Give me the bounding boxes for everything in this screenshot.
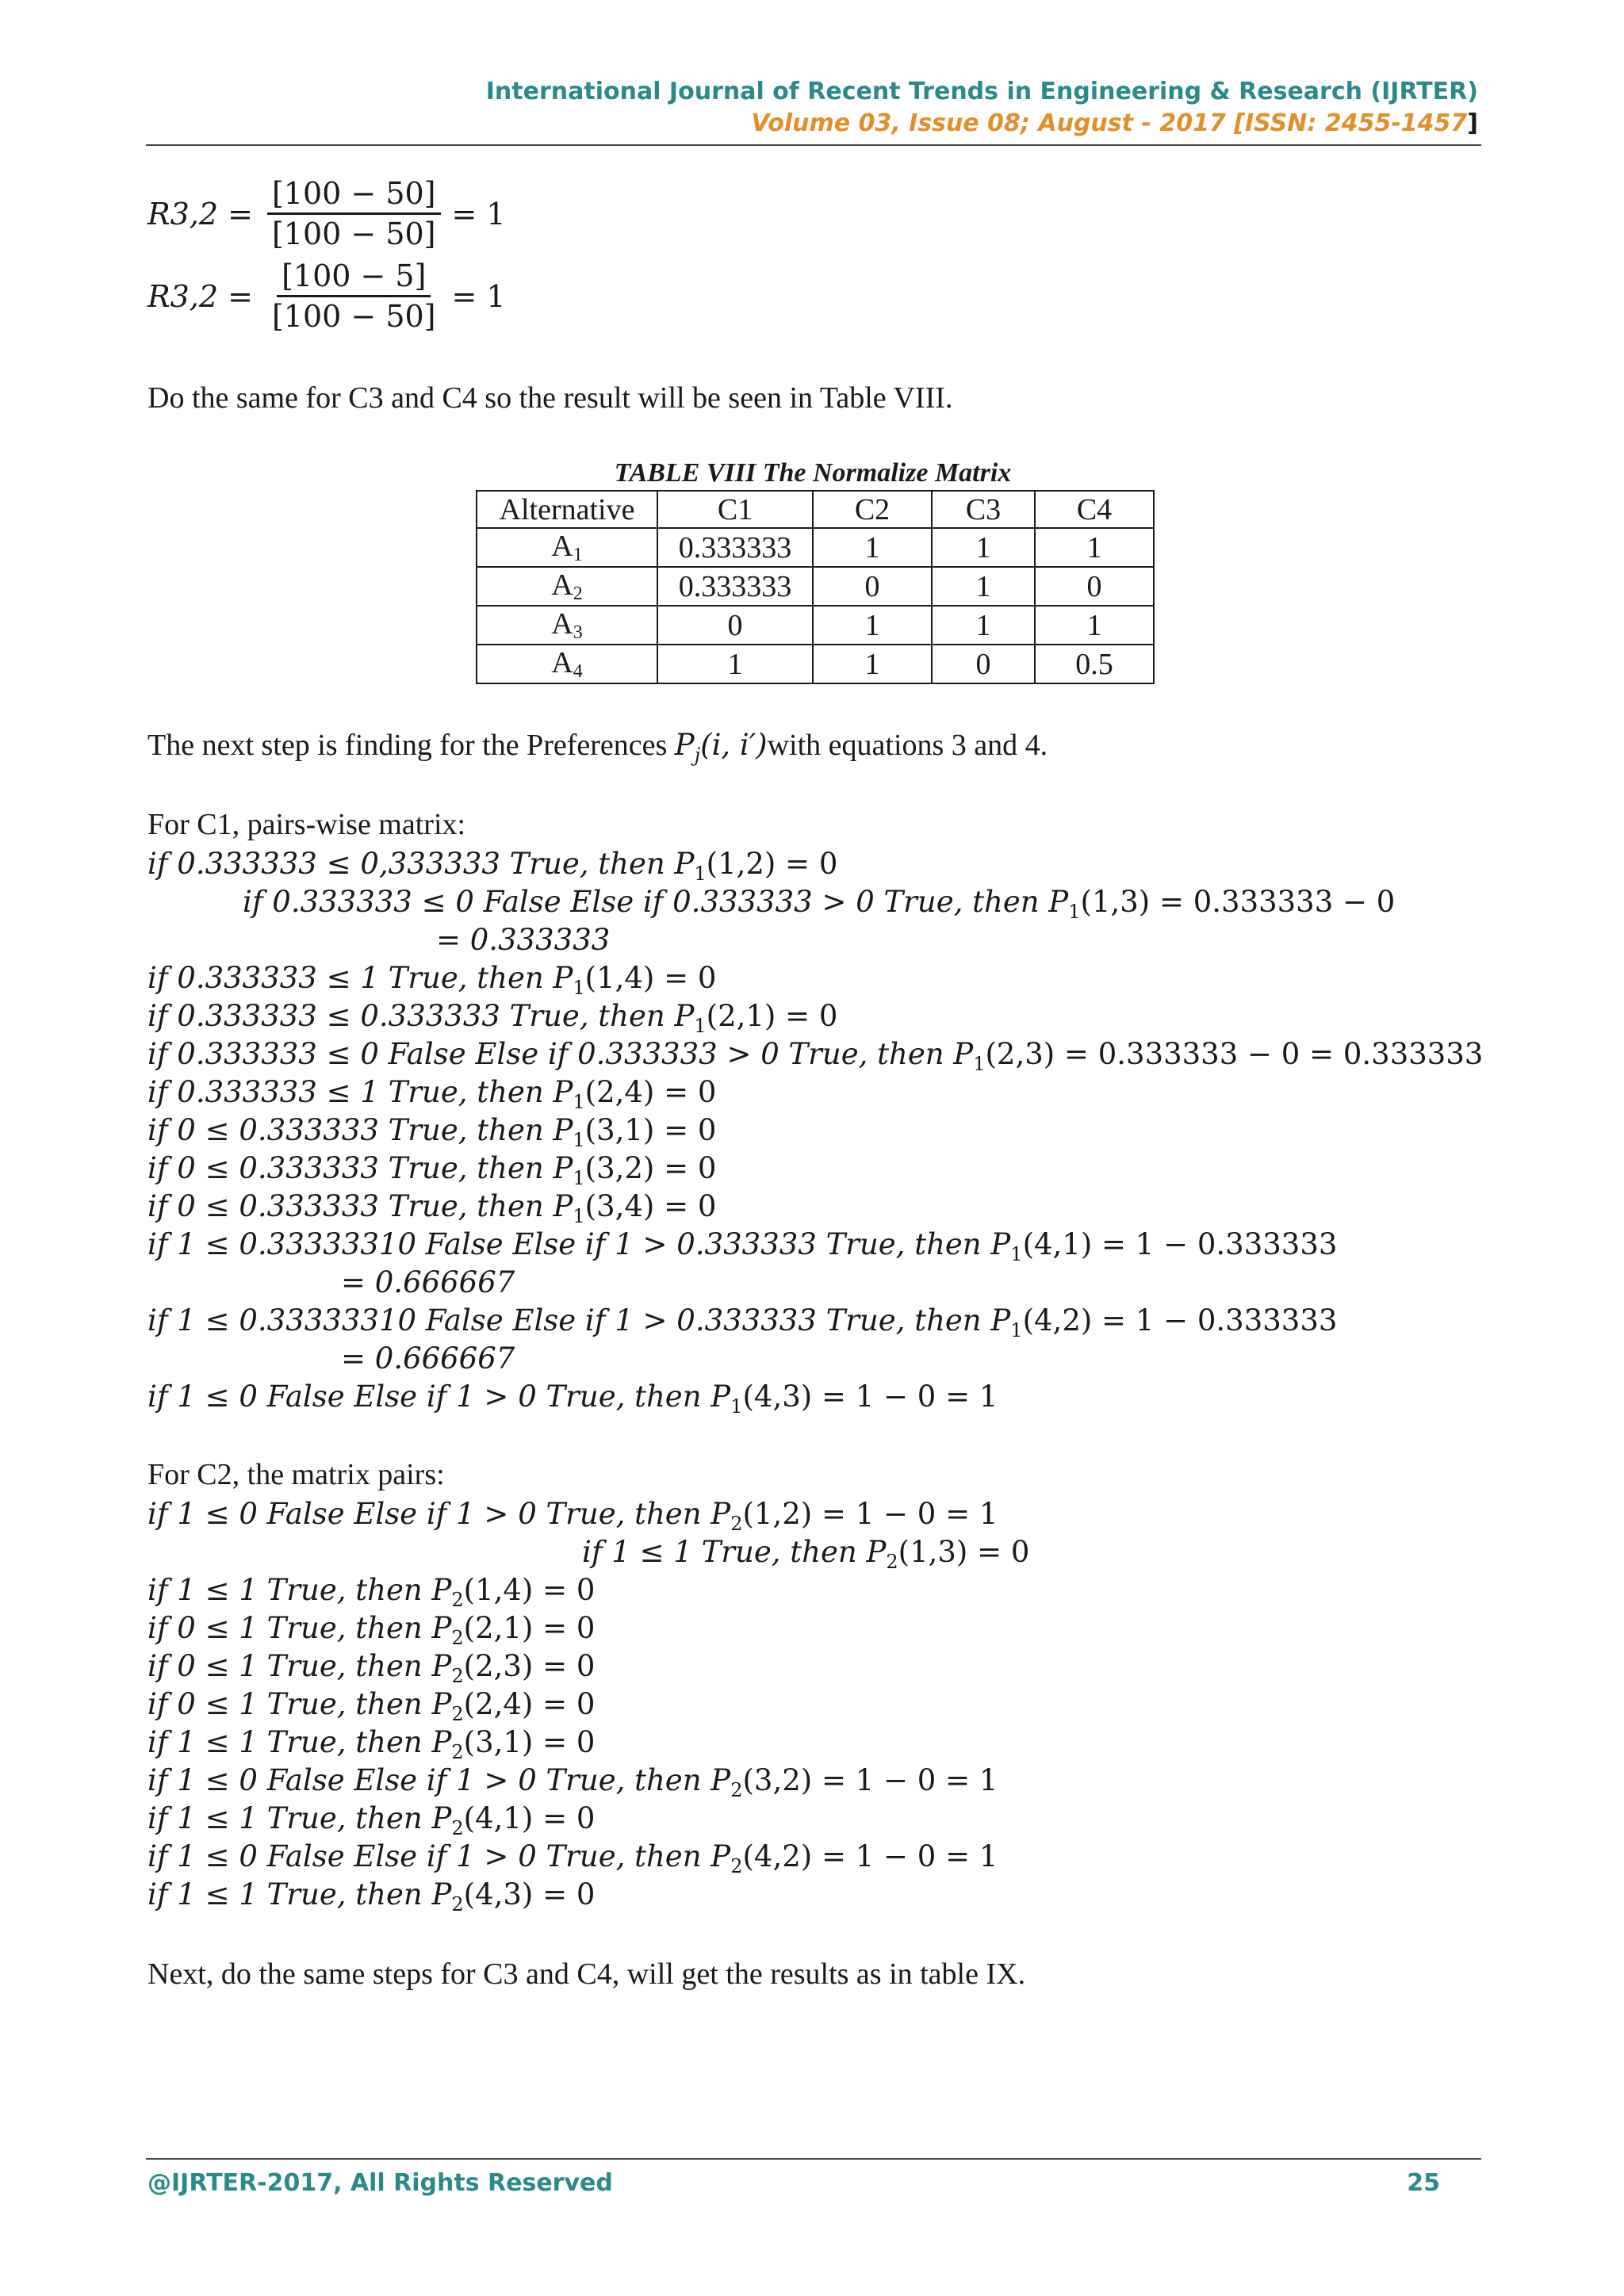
equation-line: if 1 ≤ 1 True, then $P_2(1,3) = 0$ [582, 1535, 1030, 1573]
equation-r32-second [147, 258, 506, 334]
fraction [267, 176, 441, 251]
equation-r32-first [147, 176, 506, 251]
table-cell: 1 [657, 645, 813, 683]
table-header-row [477, 491, 1154, 528]
table-cell: 1 [932, 567, 1035, 606]
equation-rhs: = 1 [451, 196, 506, 232]
fraction-denominator: [100 − 50] [271, 299, 436, 334]
table-cell: 1 [1035, 528, 1154, 567]
table-header-cell: C2 [813, 491, 932, 528]
paragraph-preferences: The next step is finding for the Preferences $P_j(i$, i′)with equations 3 and 4. [147, 728, 1048, 767]
paragraph-table-intro: Do the same for C3 and C4 so the result will be seen in Table VIII. [147, 381, 953, 415]
table-cell: 0.333333 [657, 567, 813, 606]
table-row [477, 645, 1154, 683]
table-header-cell: C4 [1035, 491, 1154, 528]
footer-copyright: @IJRTER-2017, All Rights Reserved [147, 2169, 613, 2197]
alternative-cell: $A_4$ [477, 645, 657, 683]
fraction [267, 258, 441, 334]
equation-line: if 1 ≤ 1 True, then $P_2(1,4) = 0$ [147, 1573, 596, 1611]
equation-line: if 0.333333 ≤ 1 True, then $P_1(1,4) = 0$ [147, 961, 717, 999]
table-caption: TABLE VIII The Normalize Matrix [614, 458, 1012, 488]
table-header-cell: C1 [657, 491, 813, 528]
equation-line: = 0.666667 [341, 1341, 515, 1376]
c2-intro: For C2, the matrix pairs: [147, 1458, 445, 1491]
alternative-cell: $A_2$ [477, 567, 657, 606]
fraction-numerator: [100 − 5] [277, 258, 431, 297]
c1-intro: For C1, pairs-wise matrix: [147, 808, 466, 841]
fraction-numerator: [100 − 50] [267, 176, 441, 215]
table-cell: 0 [932, 645, 1035, 683]
fraction-denominator: [100 − 50] [271, 216, 436, 251]
equation-lhs: R3,2 = [147, 196, 253, 232]
equation-lhs: R3,2 = [147, 278, 253, 314]
table-cell: 1 [1035, 606, 1154, 645]
journal-volume [751, 109, 1478, 137]
equation-line: = 0.666667 [341, 1265, 515, 1299]
table-header-cell: Alternative [477, 491, 657, 528]
table-cell: 1 [813, 645, 932, 683]
footer-divider [146, 2158, 1481, 2160]
table-row [477, 606, 1154, 645]
equation-line: if 1 ≤ 0.33333310 False Else if 1 > 0.333333 True, then $P_1(4,1) = 1 - 0.333333$ [147, 1227, 1338, 1265]
table-cell: 1 [813, 528, 932, 567]
table-cell: 0 [1035, 567, 1154, 606]
journal-title: International Journal of Recent Trends in Engineering & Research (IJRTER) [485, 78, 1478, 105]
volume-text: Volume 03, Issue 08; August - 2017 [ISSN: 2455-1457 [751, 109, 1468, 137]
equation-line: if 0 ≤ 0.333333 True, then $P_1(3,4) = 0$ [147, 1189, 717, 1227]
equation-line: if 0.333333 ≤ 0.333333 True, then $P_1(2,1) = 0$ [147, 999, 838, 1037]
preference-symbol: $P_j(i$, i′) [674, 728, 768, 767]
equation-line: if 0.333333 ≤ 0 False Else if 0.333333 > 0 True, then $P_1(2,3) = 0.333333 - 0 = 0.333333$ [147, 1037, 1484, 1075]
table-cell: 0.5 [1035, 645, 1154, 683]
equation-line: if 0 ≤ 1 True, then $P_2(2,1) = 0$ [147, 1611, 596, 1649]
equation-line: if 1 ≤ 0 False Else if 1 > 0 True, then $P_2(1,2) = 1 - 0 = 1$ [147, 1497, 998, 1535]
equation-line: if 1 ≤ 1 True, then $P_2(4,1) = 0$ [147, 1801, 596, 1839]
table-header-cell: C3 [932, 491, 1035, 528]
table-cell: 1 [932, 606, 1035, 645]
equation-rhs: = 1 [451, 278, 506, 314]
equation-line: if 0.333333 ≤ 1 True, then $P_1(2,4) = 0$ [147, 1075, 717, 1113]
table-cell: 0 [657, 606, 813, 645]
table-row [477, 528, 1154, 567]
equation-line: if 1 ≤ 1 True, then $P_2(3,1) = 0$ [147, 1725, 596, 1763]
equation-line: if 0 ≤ 0.333333 True, then $P_1(3,2) = 0$ [147, 1151, 717, 1189]
table-cell: 1 [813, 606, 932, 645]
equation-line: if 0 ≤ 1 True, then $P_2(2,3) = 0$ [147, 1649, 596, 1687]
alternative-cell: $A_3$ [477, 606, 657, 645]
page-number: 25 [1407, 2169, 1440, 2197]
volume-close-bracket: ] [1467, 109, 1478, 137]
table-cell: 0.333333 [657, 528, 813, 567]
equation-line: if 0.333333 ≤ 0,333333 True, then $P_1(1,2) = 0$ [147, 847, 838, 885]
equation-line: if 1 ≤ 0 False Else if 1 > 0 True, then $P_2(3,2) = 1 - 0 = 1$ [147, 1763, 998, 1801]
equation-line: if 1 ≤ 1 True, then $P_2(4,3) = 0$ [147, 1877, 596, 1915]
equation-line: if 1 ≤ 0.33333310 False Else if 1 > 0.333333 True, then $P_1(4,2) = 1 - 0.333333$ [147, 1303, 1338, 1341]
header-divider [146, 144, 1481, 146]
equation-line: if 1 ≤ 0 False Else if 1 > 0 True, then $P_1(4,3) = 1 - 0 = 1$ [147, 1380, 998, 1418]
equation-line: = 0.333333 [436, 923, 611, 957]
table-cell: 0 [813, 567, 932, 606]
table-row [477, 567, 1154, 606]
paragraph-next-steps: Next, do the same steps for C3 and C4, will get the results as in table IX. [147, 1957, 1026, 1991]
equation-line: if 0 ≤ 0.333333 True, then $P_1(3,1) = 0$ [147, 1113, 717, 1151]
equation-line: if 0.333333 ≤ 0 False Else if 0.333333 > 0 True, then $P_1(1,3) = 0.333333 - 0$ [243, 885, 1396, 923]
equation-line: if 0 ≤ 1 True, then $P_2(2,4) = 0$ [147, 1687, 596, 1725]
normalize-matrix-table [476, 490, 1155, 684]
table-cell: 1 [932, 528, 1035, 567]
equation-line: if 1 ≤ 0 False Else if 1 > 0 True, then $P_2(4,2) = 1 - 0 = 1$ [147, 1839, 998, 1877]
alternative-cell: $A_1$ [477, 528, 657, 567]
